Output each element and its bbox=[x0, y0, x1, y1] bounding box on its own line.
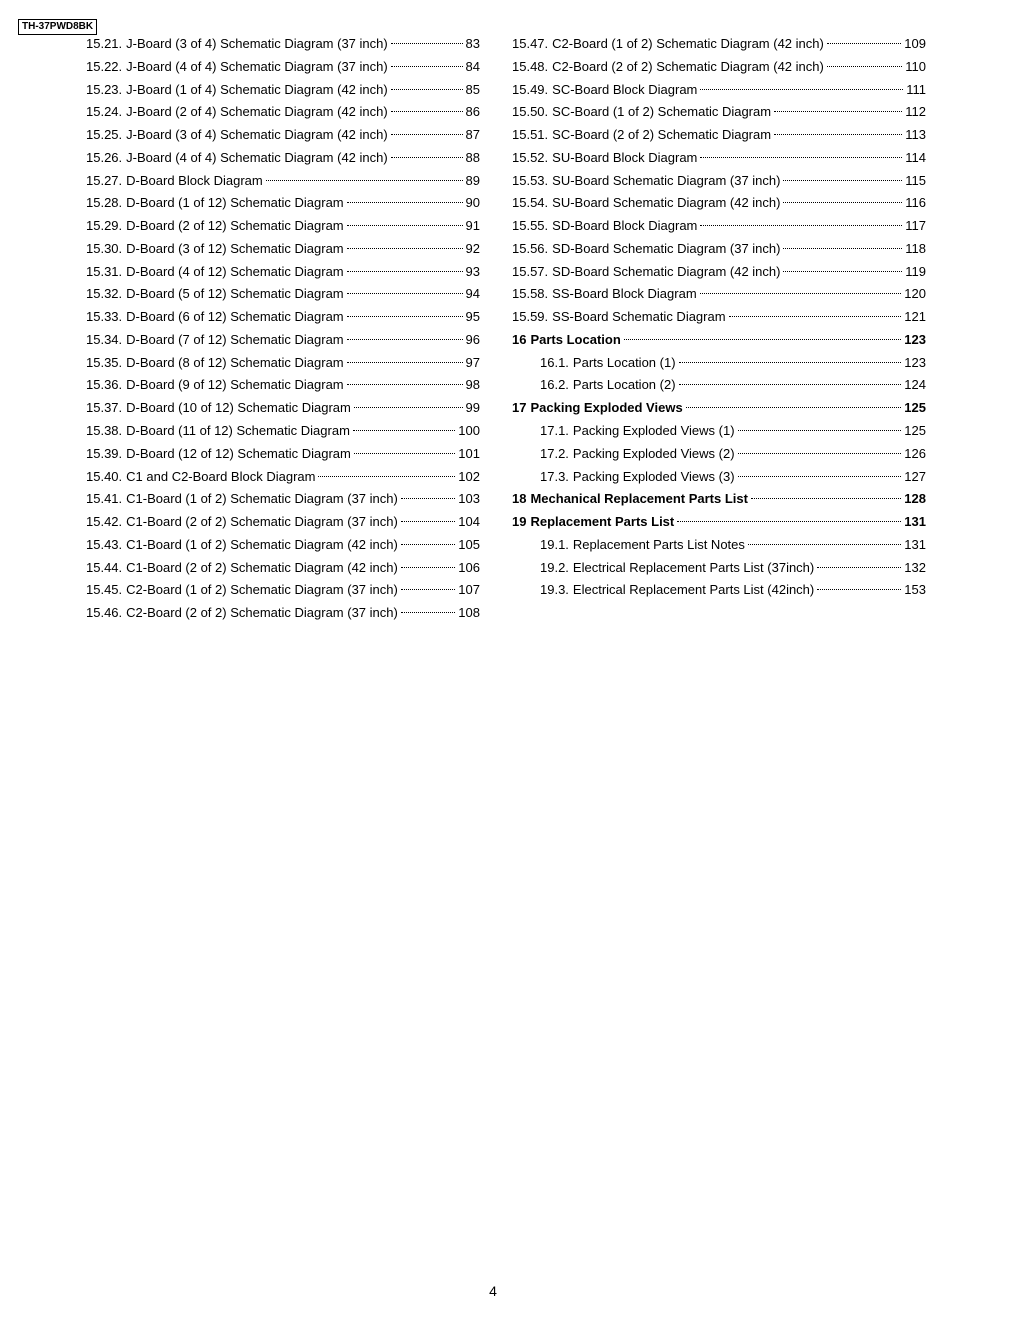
toc-dot-leader bbox=[817, 567, 901, 568]
toc-entry-number: 15.41. bbox=[86, 491, 123, 507]
toc-entry[interactable] bbox=[86, 79, 480, 102]
toc-entry-page: 121 bbox=[904, 309, 926, 325]
toc-entry[interactable] bbox=[512, 579, 926, 602]
toc-entry-number: 15.30. bbox=[86, 240, 123, 256]
toc-entry-number: 15.42. bbox=[86, 514, 123, 530]
toc-entry-number: 17.1. bbox=[540, 423, 569, 439]
toc-entry-page: 83 bbox=[465, 36, 480, 51]
toc-entry-number: 15.43. bbox=[86, 536, 123, 552]
toc-dot-leader bbox=[624, 339, 902, 340]
toc-entry-title: Parts Location (1) bbox=[572, 354, 676, 370]
toc-entry-page: 153 bbox=[904, 582, 926, 598]
toc-entry-number: 15.26. bbox=[86, 149, 123, 165]
toc-entry[interactable] bbox=[512, 124, 926, 147]
toc-dot-leader bbox=[783, 248, 902, 249]
toc-entry[interactable] bbox=[86, 466, 480, 489]
toc-entry[interactable] bbox=[86, 215, 480, 238]
toc-entry[interactable] bbox=[86, 238, 480, 261]
toc-entry-page: 97 bbox=[465, 354, 480, 370]
toc-entry[interactable] bbox=[86, 511, 480, 534]
toc-entry-number: 16.2. bbox=[540, 377, 569, 393]
toc-entry-title: Parts Location bbox=[530, 331, 621, 347]
toc-entry[interactable] bbox=[512, 192, 926, 215]
toc-entry-number: 15.33. bbox=[86, 309, 123, 325]
toc-entry-title: C2-Board (1 of 2) Schematic Diagram (37 inch) bbox=[126, 582, 398, 598]
toc-entry-title: D-Board (8 of 12) Schematic Diagram bbox=[126, 354, 344, 370]
toc-entry-number: 17.2. bbox=[540, 445, 569, 461]
toc-entry-number: 15.22. bbox=[86, 58, 123, 74]
toc-entry-page: 100 bbox=[458, 423, 480, 439]
toc-entry-title: SS-Board Block Diagram bbox=[552, 286, 697, 302]
toc-entry-number: 15.49. bbox=[512, 81, 549, 97]
toc-left-column bbox=[86, 33, 480, 625]
toc-entry-title: SU-Board Block Diagram bbox=[552, 149, 698, 165]
toc-entry-title: SD-Board Schematic Diagram (37 inch) bbox=[552, 240, 781, 256]
toc-dot-leader bbox=[677, 521, 901, 522]
toc-dot-leader bbox=[401, 567, 455, 568]
toc-entry-number: 15.28. bbox=[86, 195, 123, 211]
toc-entry[interactable] bbox=[86, 101, 480, 124]
toc-entry-page: 107 bbox=[458, 582, 480, 598]
toc-entry-page: 101 bbox=[458, 445, 480, 461]
toc-entry-title: Replacement Parts List bbox=[530, 514, 675, 530]
toc-entry-title: C1-Board (1 of 2) Schematic Diagram (42 inch) bbox=[126, 536, 398, 552]
toc-dot-leader bbox=[783, 202, 902, 203]
toc-entry-number: 15.29. bbox=[86, 218, 123, 234]
toc-dot-leader bbox=[347, 248, 463, 249]
toc-entry-title: C1-Board (2 of 2) Schematic Diagram (37 inch) bbox=[126, 514, 398, 530]
toc-entry[interactable] bbox=[86, 306, 480, 329]
toc-entry[interactable] bbox=[86, 147, 480, 170]
toc-dot-leader bbox=[774, 134, 902, 135]
toc-dot-leader bbox=[347, 202, 463, 203]
toc-entry-page: 110 bbox=[905, 58, 926, 74]
toc-dot-leader bbox=[354, 407, 463, 408]
toc-dot-leader bbox=[347, 316, 463, 317]
toc-entry-number: 15.45. bbox=[86, 582, 123, 598]
toc-entry-page: 88 bbox=[465, 149, 480, 165]
toc-dot-leader bbox=[751, 498, 901, 499]
toc-entry-title: SC-Board (2 of 2) Schematic Diagram bbox=[552, 127, 772, 143]
toc-entry-page: 105 bbox=[458, 536, 480, 552]
toc-entry-title: J-Board (4 of 4) Schematic Diagram (42 inch) bbox=[126, 149, 388, 165]
toc-entry-page: 108 bbox=[458, 605, 480, 621]
toc-entry-page: 115 bbox=[905, 172, 926, 188]
toc-dot-leader bbox=[401, 544, 455, 545]
toc-entry-page: 117 bbox=[905, 218, 926, 234]
toc-entry-title: D-Board (11 of 12) Schematic Diagram bbox=[126, 423, 350, 439]
toc-entry-title: SU-Board Schematic Diagram (42 inch) bbox=[552, 195, 781, 211]
toc-entry-page: 104 bbox=[458, 514, 480, 530]
toc-entry[interactable] bbox=[512, 56, 926, 79]
toc-dot-leader bbox=[347, 384, 463, 385]
toc-dot-leader bbox=[700, 293, 902, 294]
toc-entry-title: D-Board Block Diagram bbox=[126, 172, 263, 188]
toc-entry-title: Packing Exploded Views bbox=[530, 400, 683, 416]
toc-entry-page: 93 bbox=[465, 263, 480, 279]
toc-dot-leader bbox=[401, 612, 455, 613]
toc-dot-leader bbox=[354, 453, 455, 454]
toc-entry[interactable] bbox=[86, 374, 480, 397]
toc-entry[interactable] bbox=[86, 261, 480, 284]
toc-entry-number: 15.21. bbox=[86, 36, 123, 51]
toc-entry-page: 131 bbox=[904, 536, 926, 552]
toc-dot-leader bbox=[347, 339, 463, 340]
toc-entry-number: 15.47. bbox=[512, 36, 549, 51]
toc-entry[interactable] bbox=[512, 283, 926, 306]
toc-entry-number: 19.1. bbox=[540, 536, 569, 552]
toc-entry-title: D-Board (10 of 12) Schematic Diagram bbox=[126, 400, 351, 416]
toc-entry-number: 15.54. bbox=[512, 195, 549, 211]
model-tag: TH-37PWD8BK bbox=[18, 19, 97, 35]
toc-dot-leader bbox=[748, 544, 901, 545]
toc-entry-number: 15.48. bbox=[512, 58, 549, 74]
toc-entry-title: C1-Board (1 of 2) Schematic Diagram (37 inch) bbox=[126, 491, 398, 507]
toc-entry-page: 113 bbox=[905, 127, 926, 143]
toc-entry[interactable] bbox=[512, 420, 926, 443]
toc-entry-page: 89 bbox=[465, 172, 480, 188]
toc-entry-number: 16 bbox=[512, 331, 527, 347]
toc-entry-title: J-Board (2 of 4) Schematic Diagram (42 inch) bbox=[126, 104, 388, 120]
toc-entry-number: 15.24. bbox=[86, 104, 123, 120]
toc-dot-leader bbox=[401, 498, 455, 499]
toc-entry-page: 132 bbox=[904, 559, 926, 575]
toc-entry[interactable] bbox=[512, 170, 926, 193]
toc-dot-leader bbox=[774, 111, 902, 112]
toc-dot-leader bbox=[401, 521, 455, 522]
toc-entry-page: 127 bbox=[904, 468, 926, 484]
toc-entry-number: 15.40. bbox=[86, 468, 123, 484]
toc-entry[interactable] bbox=[512, 306, 926, 329]
toc-dot-leader bbox=[266, 180, 463, 181]
toc-entry[interactable] bbox=[512, 557, 926, 580]
toc-entry-title: Packing Exploded Views (1) bbox=[572, 423, 735, 439]
toc-entry-page: 85 bbox=[465, 81, 480, 97]
toc-entry[interactable] bbox=[86, 579, 480, 602]
toc-entry-page: 126 bbox=[904, 445, 926, 461]
toc-entry-page: 125 bbox=[904, 400, 926, 416]
toc-entry-title: D-Board (12 of 12) Schematic Diagram bbox=[126, 445, 351, 461]
toc-entry-number: 18 bbox=[512, 491, 527, 507]
toc-entry-page: 128 bbox=[904, 491, 926, 507]
toc-dot-leader bbox=[729, 316, 902, 317]
toc-entry-number: 17.3. bbox=[540, 468, 569, 484]
toc-entry-title: SD-Board Schematic Diagram (42 inch) bbox=[552, 263, 781, 279]
toc-dot-leader bbox=[391, 66, 463, 67]
toc-entry-number: 15.55. bbox=[512, 218, 549, 234]
toc-entry-number: 19.2. bbox=[540, 559, 569, 575]
toc-entry-title: SD-Board Block Diagram bbox=[552, 218, 698, 234]
toc-dot-leader bbox=[391, 157, 463, 158]
toc-entry-number: 15.57. bbox=[512, 263, 549, 279]
toc-entry[interactable] bbox=[512, 147, 926, 170]
toc-entry-title: Electrical Replacement Parts List (42inch) bbox=[572, 582, 815, 598]
toc-entry-title: J-Board (3 of 4) Schematic Diagram (37 inch) bbox=[126, 36, 388, 51]
toc-dot-leader bbox=[347, 293, 463, 294]
toc-entry-number: 17 bbox=[512, 400, 527, 416]
toc-dot-leader bbox=[817, 589, 901, 590]
toc-entry-title: D-Board (2 of 12) Schematic Diagram bbox=[126, 218, 344, 234]
toc-entry-number: 19.3. bbox=[540, 582, 569, 598]
toc-entry-number: 15.27. bbox=[86, 172, 123, 188]
toc-entry[interactable] bbox=[86, 283, 480, 306]
toc-entry-title: D-Board (5 of 12) Schematic Diagram bbox=[126, 286, 344, 302]
toc-entry-title: J-Board (3 of 4) Schematic Diagram (42 inch) bbox=[126, 127, 388, 143]
toc-entry-title: D-Board (1 of 12) Schematic Diagram bbox=[126, 195, 344, 211]
toc-entry-title: C2-Board (2 of 2) Schematic Diagram (42 inch) bbox=[552, 58, 824, 74]
toc-entry-title: Electrical Replacement Parts List (37inch) bbox=[572, 559, 815, 575]
toc-entry-page: 106 bbox=[458, 559, 480, 575]
toc-dot-leader bbox=[783, 180, 902, 181]
toc-entry[interactable] bbox=[512, 374, 926, 397]
toc-entry[interactable] bbox=[512, 352, 926, 375]
toc-entry-page: 91 bbox=[465, 218, 480, 234]
toc-entry[interactable] bbox=[86, 557, 480, 580]
toc-dot-leader bbox=[391, 89, 463, 90]
toc-entry-number: 19 bbox=[512, 514, 527, 530]
toc-dot-leader bbox=[679, 362, 902, 363]
page-number: 4 bbox=[489, 1283, 497, 1299]
toc-entry[interactable] bbox=[86, 352, 480, 375]
toc-entry-page: 114 bbox=[905, 149, 926, 165]
toc-dot-leader bbox=[783, 271, 902, 272]
toc-entry-title: Packing Exploded Views (3) bbox=[572, 468, 735, 484]
toc-entry[interactable] bbox=[512, 79, 926, 102]
toc-entry[interactable] bbox=[512, 511, 926, 534]
toc-entry-number: 15.38. bbox=[86, 423, 123, 439]
toc-dot-leader bbox=[686, 407, 902, 408]
toc-entry-title: Parts Location (2) bbox=[572, 377, 676, 393]
toc-entry[interactable] bbox=[512, 238, 926, 261]
toc-entry-title: D-Board (3 of 12) Schematic Diagram bbox=[126, 240, 344, 256]
toc-entry-number: 15.58. bbox=[512, 286, 549, 302]
toc-entry-number: 15.56. bbox=[512, 240, 549, 256]
toc-entry-title: SU-Board Schematic Diagram (37 inch) bbox=[552, 172, 781, 188]
toc-entry-number: 15.37. bbox=[86, 400, 123, 416]
toc-dot-leader bbox=[738, 453, 902, 454]
toc-entry[interactable] bbox=[512, 534, 926, 557]
toc-entry[interactable] bbox=[512, 443, 926, 466]
toc-entry[interactable] bbox=[86, 329, 480, 352]
toc-entry-page: 124 bbox=[904, 377, 926, 393]
toc-entry-title: J-Board (1 of 4) Schematic Diagram (42 inch) bbox=[126, 81, 388, 97]
toc-entry-page: 103 bbox=[458, 491, 480, 507]
toc-entry-number: 16.1. bbox=[540, 354, 569, 370]
toc-dot-leader bbox=[738, 430, 902, 431]
toc-entry-number: 15.51. bbox=[512, 127, 549, 143]
toc-entry-title: SC-Board (1 of 2) Schematic Diagram bbox=[552, 104, 772, 120]
toc-dot-leader bbox=[679, 384, 902, 385]
toc-entry-title: C1-Board (2 of 2) Schematic Diagram (42 inch) bbox=[126, 559, 398, 575]
toc-entry[interactable] bbox=[512, 397, 926, 420]
toc-dot-leader bbox=[700, 89, 903, 90]
toc-entry-number: 15.44. bbox=[86, 559, 123, 575]
toc-entry-title: Mechanical Replacement Parts List bbox=[530, 491, 748, 507]
toc-entry[interactable] bbox=[86, 488, 480, 511]
toc-entry-title: Replacement Parts List Notes bbox=[572, 536, 745, 552]
toc-entry-number: 15.23. bbox=[86, 81, 123, 97]
toc-entry-page: 102 bbox=[458, 468, 480, 484]
toc-dot-leader bbox=[347, 225, 463, 226]
toc-entry[interactable] bbox=[86, 534, 480, 557]
toc-entry-number: 15.25. bbox=[86, 127, 123, 143]
toc-entry-page: 98 bbox=[465, 377, 480, 393]
toc-dot-leader bbox=[318, 476, 455, 477]
toc-entry-page: 96 bbox=[465, 331, 480, 347]
toc-entry-title: Packing Exploded Views (2) bbox=[572, 445, 735, 461]
toc-dot-leader bbox=[353, 430, 455, 431]
toc-entry-title: SS-Board Schematic Diagram bbox=[552, 309, 726, 325]
toc-entry[interactable] bbox=[512, 466, 926, 489]
toc-entry-page: 92 bbox=[465, 240, 480, 256]
toc-entry-title: C2-Board (1 of 2) Schematic Diagram (42 inch) bbox=[552, 36, 824, 51]
toc-dot-leader bbox=[827, 43, 901, 44]
toc-entry-page: 118 bbox=[905, 240, 926, 256]
toc-entry[interactable] bbox=[86, 602, 480, 625]
toc-entry[interactable] bbox=[512, 329, 926, 352]
toc-entry-page: 90 bbox=[465, 195, 480, 211]
toc-dot-leader bbox=[391, 134, 463, 135]
toc-entry-number: 15.31. bbox=[86, 263, 123, 279]
toc-dot-leader bbox=[827, 66, 902, 67]
toc-entry[interactable] bbox=[86, 124, 480, 147]
toc-entry-number: 15.34. bbox=[86, 331, 123, 347]
toc-entry-page: 131 bbox=[904, 514, 926, 530]
toc-entry-page: 109 bbox=[904, 36, 926, 51]
toc-entry-page: 99 bbox=[465, 400, 480, 416]
toc-entry-number: 15.46. bbox=[86, 605, 123, 621]
toc-entry-number: 15.50. bbox=[512, 104, 549, 120]
toc-entry[interactable] bbox=[86, 170, 480, 193]
toc-entry[interactable] bbox=[512, 261, 926, 284]
toc-dot-leader bbox=[401, 589, 455, 590]
toc-entry-title: D-Board (7 of 12) Schematic Diagram bbox=[126, 331, 344, 347]
toc-entry[interactable] bbox=[86, 56, 480, 79]
toc-entry[interactable] bbox=[86, 443, 480, 466]
toc-right-column bbox=[512, 33, 926, 602]
toc-entry-page: 112 bbox=[905, 104, 926, 120]
toc-entry-number: 15.39. bbox=[86, 445, 123, 461]
toc-entry[interactable] bbox=[512, 215, 926, 238]
toc-dot-leader bbox=[738, 476, 902, 477]
toc-entry-page: 123 bbox=[904, 331, 926, 347]
toc-entry[interactable] bbox=[86, 33, 480, 56]
toc-entry[interactable] bbox=[86, 420, 480, 443]
toc-entry-page: 120 bbox=[904, 286, 926, 302]
toc-entry-number: 15.59. bbox=[512, 309, 549, 325]
toc-dot-leader bbox=[700, 157, 902, 158]
toc-entry-page: 116 bbox=[905, 195, 926, 211]
toc-dot-leader bbox=[347, 362, 463, 363]
toc-dot-leader bbox=[347, 271, 463, 272]
toc-entry-title: D-Board (4 of 12) Schematic Diagram bbox=[126, 263, 344, 279]
toc-dot-leader bbox=[391, 43, 463, 44]
toc-entry-number: 15.35. bbox=[86, 354, 123, 370]
toc-dot-leader bbox=[391, 111, 463, 112]
toc-entry[interactable] bbox=[86, 192, 480, 215]
toc-entry-title: J-Board (4 of 4) Schematic Diagram (37 inch) bbox=[126, 58, 388, 74]
toc-entry-page: 125 bbox=[904, 423, 926, 439]
toc-entry-page: 123 bbox=[904, 354, 926, 370]
toc-entry-number: 15.53. bbox=[512, 172, 549, 188]
toc-entry-page: 87 bbox=[465, 127, 480, 143]
toc-entry[interactable] bbox=[512, 101, 926, 124]
toc-entry-title: C1 and C2-Board Block Diagram bbox=[126, 468, 316, 484]
toc-entry-page: 84 bbox=[465, 58, 480, 74]
toc-entry-page: 95 bbox=[465, 309, 480, 325]
toc-entry[interactable] bbox=[86, 397, 480, 420]
toc-dot-leader bbox=[700, 225, 902, 226]
toc-entry[interactable] bbox=[512, 33, 926, 56]
toc-entry-title: D-Board (9 of 12) Schematic Diagram bbox=[126, 377, 344, 393]
toc-entry-title: SC-Board Block Diagram bbox=[552, 81, 698, 97]
toc-entry-page: 111 bbox=[906, 81, 926, 97]
toc-entry-title: D-Board (6 of 12) Schematic Diagram bbox=[126, 309, 344, 325]
toc-entry-page: 119 bbox=[905, 263, 926, 279]
toc-entry-number: 15.32. bbox=[86, 286, 123, 302]
toc-entry-number: 15.36. bbox=[86, 377, 123, 393]
toc-entry-title: C2-Board (2 of 2) Schematic Diagram (37 inch) bbox=[126, 605, 398, 621]
toc-entry[interactable] bbox=[512, 488, 926, 511]
toc-entry-page: 94 bbox=[465, 286, 480, 302]
toc-entry-number: 15.52. bbox=[512, 149, 549, 165]
toc-entry-page: 86 bbox=[465, 104, 480, 120]
